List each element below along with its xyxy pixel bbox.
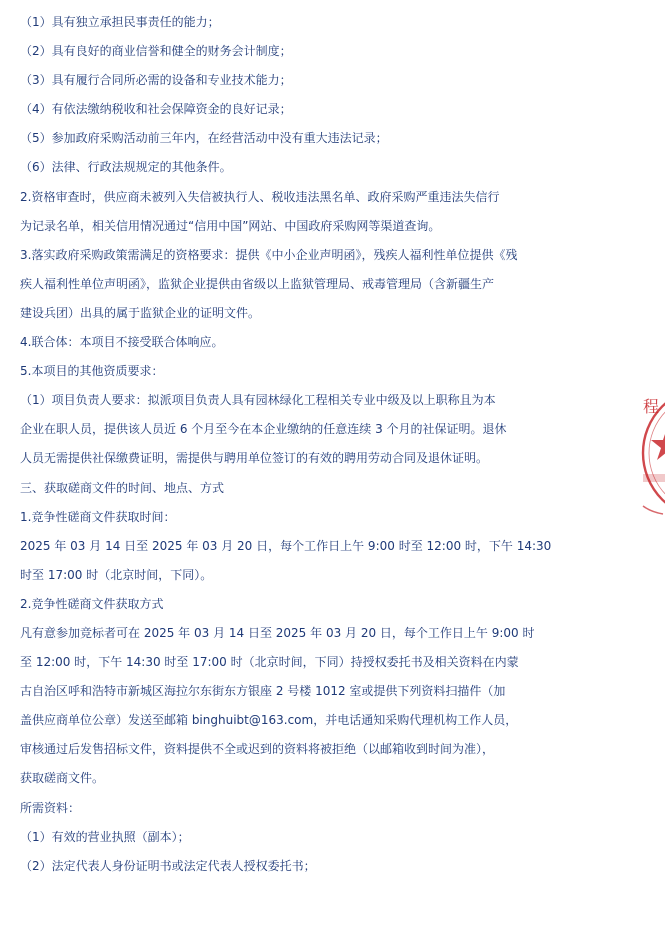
project-leader-paragraph-line: 人员无需提供社保缴费证明，需提供与聘用单位签订的有效的聘用劳动合同及退休证明。 [20, 451, 489, 466]
required-materials-heading: 所需资料： [20, 800, 81, 815]
qualification-item-3: （3）具有履行合同所必需的设备和专业技术能力； [20, 73, 292, 88]
required-material-item-2: （2）法定代表人身份证明书或法定代表人授权委托书； [20, 858, 316, 873]
acquisition-method-paragraph-line: 至 12:00 时，下午 14:30 时至 17:00 时（北京时间，下同）持授权委托书及相关资料在内蒙 [20, 655, 519, 670]
acquisition-time-heading: 1.竞争性磋商文件获取时间： [20, 509, 176, 524]
document-body [20, 8, 580, 881]
project-leader-paragraph-line: 企业在职人员，提供该人员近 6 个月至今在本企业缴纳的任意连续 3 个月的社保证明。退休 [20, 422, 507, 437]
acquisition-time-paragraph-line: 时至 17:00 时（北京时间，下同）。 [20, 567, 213, 582]
acquisition-method-heading: 2.竞争性磋商文件获取方式 [20, 596, 164, 611]
acquisition-method-paragraph-line: 审核通过后发售招标文件，资料提供不全或迟到的资料将被拒绝（以邮箱收到时间为准）， [20, 742, 495, 757]
policy-requirement-paragraph-line: 建设兵团）出具的属于监狱企业的证明文件。 [20, 305, 261, 320]
credit-check-paragraph-line: 2.资格审查时，供应商未被列入失信被执行人、税收违法黑名单、政府采购严重违法失信行 [20, 189, 500, 204]
acquisition-method-paragraph-line: 获取磋商文件。 [20, 771, 105, 786]
qualification-item-5: （5）参加政府采购活动前三年内，在经营活动中没有重大违法记录； [20, 131, 388, 146]
acquisition-method-paragraph-line: 盖供应商单位公章）发送至邮箱 binghuibt@163.com，并电话通知采购代理机构工作人员， [20, 713, 518, 728]
consortium-paragraph: 4.联合体：本项目不接受联合体响应。 [20, 335, 224, 350]
seal-graphic [637, 378, 665, 528]
acquisition-method-paragraph-line: 古自治区呼和浩特市新城区海拉尔东街东方银座 2 号楼 1012 室或提供下列资料扫描件（加 [20, 684, 506, 699]
other-qualification-heading: 5.本项目的其他资质要求： [20, 364, 164, 379]
acquisition-method-paragraph-line: 凡有意参加竞标者可在 2025 年 03 月 14 日至 2025 年 03 月 20 日，每个工作日上午 9:00 时 [20, 625, 535, 640]
policy-requirement-paragraph-line: 疾人福利性单位声明函》，监狱企业提供由省级以上监狱管理局、戒毒管理局（含新疆生产 [20, 276, 495, 291]
project-leader-paragraph-line: （1）项目负责人要求：拟派项目负责人具有园林绿化工程相关专业中级及以上职称且为本 [20, 393, 496, 408]
policy-requirement-paragraph-line: 3.落实政府采购政策需满足的资格要求：提供《中小企业声明函》，残疾人福利性单位提供《残 [20, 247, 518, 262]
qualification-item-1: （1）具有独立承担民事责任的能力； [20, 15, 220, 29]
seal-star-icon [651, 428, 665, 460]
seal-character: 程 [643, 397, 660, 416]
required-material-item-1: （1）有效的营业执照（副本）； [20, 829, 190, 844]
qualification-item-4: （4）有依法缴纳税收和社会保障资金的良好记录； [20, 102, 292, 117]
qualification-item-6: （6）法律、行政法规规定的其他条件。 [20, 160, 232, 175]
acquisition-time-paragraph-line: 2025 年 03 月 14 日至 2025 年 03 月 20 日，每个工作日上午 9:00 时至 12:00 时，下午 14:30 [20, 538, 552, 553]
credit-check-paragraph-line: 为记录名单，相关信用情况通过“信用中国”网站、中国政府采购网等渠道查询。 [20, 218, 441, 233]
qualification-item-2: （2）具有良好的商业信誉和健全的财务会计制度； [20, 44, 292, 59]
official-seal-stamp [637, 378, 665, 528]
section-heading: 三、获取磋商文件的时间、地点、方式 [20, 480, 225, 495]
